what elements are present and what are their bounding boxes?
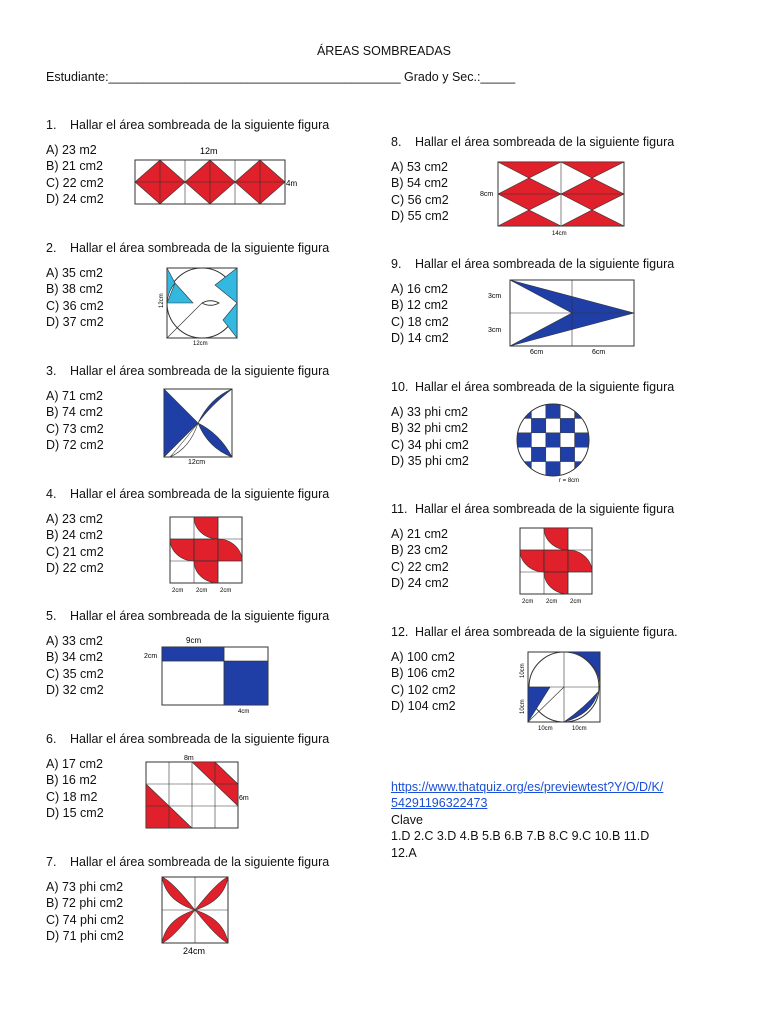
figure-4 (156, 513, 244, 595)
option[interactable]: D) 15 cm2 (46, 805, 104, 820)
question-9-options (391, 281, 449, 346)
dim-label: 12cm (159, 293, 165, 308)
dim-label: 2cm (522, 599, 534, 605)
dim-label: 4cm (238, 709, 250, 715)
option[interactable]: C) 36 cm2 (46, 298, 104, 313)
question-10-options (391, 404, 469, 469)
option[interactable]: C) 18 m2 (46, 789, 98, 804)
option[interactable]: B) 23 cm2 (391, 543, 448, 558)
option[interactable]: A) 17 cm2 (46, 757, 103, 771)
dim-label: 6m (239, 795, 249, 802)
option[interactable]: B) 34 cm2 (46, 650, 103, 665)
dim-label: 2cm (172, 588, 184, 594)
option[interactable]: B) 54 cm2 (391, 176, 448, 191)
dim-label: 12cm (188, 459, 206, 466)
quiz-link[interactable]: https://www.thatquiz.org/es/previewtest?Y/O/D/K/ 54291196322473 (391, 780, 664, 811)
student-label: Estudiante: (46, 70, 109, 84)
question-3-options (46, 388, 104, 453)
figure-1 (132, 142, 302, 208)
student-blank[interactable]: __________________________________________ (108, 70, 401, 84)
option[interactable]: B) 12 cm2 (391, 298, 448, 313)
question-10-title: 10. Hallar el área sombreada de la siguiente figura (391, 380, 675, 394)
option[interactable]: A) 100 cm2 (391, 650, 455, 664)
question-6-title: 6. Hallar el área sombreada de la siguiente figura (46, 732, 330, 746)
figure-7 (158, 873, 234, 957)
student-line (46, 70, 515, 84)
figure-8 (478, 156, 628, 238)
option[interactable]: A) 73 phi cm2 (46, 880, 124, 894)
option[interactable]: D) 35 phi cm2 (391, 453, 469, 468)
option[interactable]: A) 23 cm2 (46, 512, 103, 526)
option[interactable]: B) 16 m2 (46, 773, 97, 788)
option[interactable]: D) 24 cm2 (46, 191, 104, 206)
option[interactable]: B) 32 phi cm2 (391, 421, 469, 436)
option[interactable]: B) 24 cm2 (46, 528, 103, 543)
grade-label: Grado y Sec.: (404, 70, 481, 84)
option[interactable]: A) 33 phi cm2 (391, 405, 469, 419)
option[interactable]: B) 21 cm2 (46, 159, 103, 174)
question-12-options (391, 649, 456, 714)
option[interactable]: C) 22 cm2 (46, 175, 104, 190)
question-4-title: 4. Hallar el área sombreada de la siguiente figura (46, 487, 330, 501)
figure-5 (142, 633, 270, 715)
option[interactable]: A) 21 cm2 (391, 527, 448, 541)
option[interactable]: D) 71 phi cm2 (46, 928, 124, 943)
dim-label: 10cm (572, 726, 587, 732)
dim-label: 6cm (592, 349, 606, 356)
question-5-title: 5. Hallar el área sombreada de la siguiente figura (46, 609, 330, 623)
question-12-title: 12. Hallar el área sombreada de la siguiente figura. (391, 625, 678, 639)
question-2-title: 2. Hallar el área sombreada de la siguiente figura (46, 241, 330, 255)
dim-label: 3cm (488, 327, 502, 334)
question-1-title: 1. Hallar el área sombreada de la siguiente figura (46, 118, 330, 132)
dim-label: 8m (184, 755, 194, 762)
option[interactable]: C) 73 cm2 (46, 421, 104, 436)
page-title: ÁREAS SOMBREADAS (316, 44, 452, 58)
option[interactable]: A) 33 cm2 (46, 634, 103, 648)
option[interactable]: C) 102 cm2 (391, 682, 456, 697)
answer-key (391, 812, 649, 861)
question-6-options (46, 756, 104, 821)
option[interactable]: D) 32 cm2 (46, 682, 104, 697)
option[interactable]: D) 72 cm2 (46, 437, 104, 452)
question-4-options (46, 511, 104, 576)
option[interactable]: B) 72 phi cm2 (46, 896, 124, 911)
dim-label: 3cm (488, 293, 502, 300)
option[interactable]: D) 22 cm2 (46, 560, 104, 575)
dim-label: 9cm (186, 636, 202, 645)
question-8-title: 8. Hallar el área sombreada de la siguiente figura (391, 135, 675, 149)
option[interactable]: D) 14 cm2 (391, 330, 449, 345)
option[interactable]: B) 74 cm2 (46, 405, 103, 420)
option[interactable]: A) 53 cm2 (391, 160, 448, 174)
question-7-options (46, 879, 124, 944)
option[interactable]: C) 18 cm2 (391, 314, 449, 329)
dim-label: 2cm (144, 653, 158, 660)
dim-label: r = 8cm (559, 478, 580, 484)
answer-key-label: Clave (391, 813, 423, 827)
dim-label: 10cm (538, 726, 553, 732)
figure-11 (506, 524, 596, 606)
figure-6 (140, 752, 252, 832)
dim-label: 6cm (530, 349, 544, 356)
option[interactable]: C) 21 cm2 (46, 544, 104, 559)
question-3-title: 3. Hallar el área sombreada de la siguiente figura (46, 364, 330, 378)
option[interactable]: C) 74 phi cm2 (46, 912, 124, 927)
dim-label: 4m (286, 179, 298, 188)
dim-label: 2cm (196, 588, 208, 594)
figure-9 (486, 276, 638, 358)
figure-3 (160, 386, 236, 466)
dim-label: 24cm (183, 946, 206, 956)
dim-label: 2cm (570, 599, 582, 605)
dim-label: 8cm (480, 191, 494, 198)
dim-label: 2cm (546, 599, 558, 605)
dim-label: 10cm (520, 663, 526, 678)
option[interactable]: D) 24 cm2 (391, 575, 449, 590)
dim-label: 2cm (220, 588, 232, 594)
option[interactable]: C) 34 phi cm2 (391, 437, 469, 452)
dim-label: 12cm (193, 341, 208, 346)
option[interactable]: D) 37 cm2 (46, 314, 104, 329)
option[interactable]: D) 104 cm2 (391, 698, 456, 713)
question-2-options (46, 265, 104, 330)
option[interactable]: A) 71 cm2 (46, 389, 103, 403)
question-1-options (46, 142, 104, 207)
answer-key-line: 12.A (391, 845, 417, 860)
option[interactable]: B) 106 cm2 (391, 666, 455, 681)
question-8-options (391, 159, 449, 224)
option[interactable]: C) 56 cm2 (391, 192, 449, 207)
question-5-options (46, 633, 104, 698)
question-11-options (391, 526, 449, 591)
question-7-title: 7. Hallar el área sombreada de la siguiente figura (46, 855, 330, 869)
figure-10 (513, 400, 593, 484)
dim-label: 10cm (520, 699, 526, 714)
figure-12 (514, 648, 604, 732)
dim-label: 12m (200, 146, 218, 156)
option[interactable]: A) 16 cm2 (391, 282, 448, 296)
option[interactable]: A) 23 m2 (46, 143, 97, 157)
option[interactable]: C) 35 cm2 (46, 666, 104, 681)
question-11-title: 11. Hallar el área sombreada de la siguiente figura (391, 502, 675, 516)
option[interactable]: C) 22 cm2 (391, 559, 449, 574)
option[interactable]: A) 35 cm2 (46, 266, 103, 280)
question-9-title: 9. Hallar el área sombreada de la siguiente figura (391, 257, 675, 271)
dim-label: 14cm (552, 231, 567, 237)
grade-blank[interactable]: _____ (480, 70, 516, 84)
option[interactable]: B) 38 cm2 (46, 282, 103, 297)
option[interactable]: D) 55 cm2 (391, 208, 449, 223)
figure-2 (153, 264, 243, 346)
answer-key-line: 1.D 2.C 3.D 4.B 5.B 6.B 7.B 8.C 9.C 10.B 11.D (391, 829, 650, 844)
